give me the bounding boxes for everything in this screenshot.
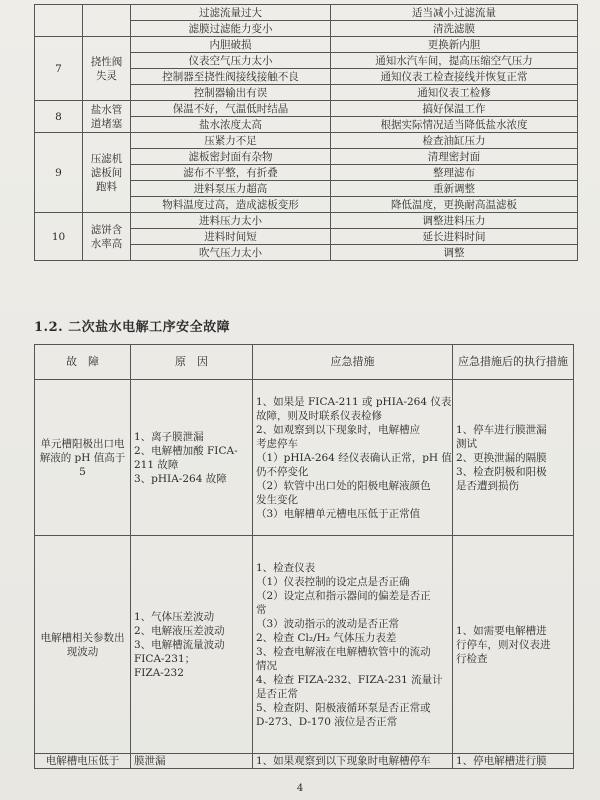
list-item: 5、检查阴、阳极液循环泵是否正常或	[256, 701, 431, 714]
fault-name: 压滤机滤板间跑料	[83, 133, 131, 213]
list-item: 1、如果是 FICA-211 或 pHIA-264 仪表	[256, 395, 452, 408]
list-item: （1）pHIA-264 经仪表确认正常，pH 值	[256, 451, 452, 464]
follow-up-measures	[453, 380, 574, 536]
list-item: 膜泄漏	[134, 755, 166, 767]
emergency-measures	[253, 754, 453, 769]
fault-number: 10	[35, 213, 83, 261]
list-item: 2、电解槽加酸 FICA-	[134, 444, 238, 457]
table-row	[35, 5, 578, 21]
fault-number: 8	[35, 101, 83, 133]
fault-cause: 吹气压力太小	[131, 245, 331, 261]
list-item: 2、电解液压差波动	[134, 624, 225, 637]
header-fault: 故 障	[35, 345, 131, 380]
fault-number	[35, 5, 83, 37]
fault-cause: 进料时间短	[131, 229, 331, 245]
fault-remedy: 通知水汽车间，提高压缩空气压力	[331, 53, 578, 69]
fault-remedy: 通知仪表工检查接线并恢复正常	[331, 69, 578, 85]
list-item: （3）波动指示的波动是否正常	[256, 617, 400, 630]
list-item: FICA-231；	[134, 652, 196, 665]
list-item: 211 故障	[134, 458, 179, 471]
page-number: 4	[296, 783, 304, 794]
list-item: 1、如果观察到以下现象时电解槽停车	[256, 755, 431, 767]
fault-remedy: 调整	[331, 245, 578, 261]
list-item: 2、检查 Cl₂/H₂ 气体压力表差	[256, 631, 397, 644]
table-row	[35, 380, 574, 536]
fault-cause: 内胆破损	[131, 37, 331, 53]
table-row	[35, 37, 578, 53]
list-item: 故障，则及时联系仪表检修	[256, 409, 382, 422]
fault-remedy: 搞好保温工作	[331, 101, 578, 117]
fault-name: 滤饼含水率高	[83, 213, 131, 261]
header-measures: 应急措施	[253, 345, 453, 380]
list-item: 3、检查阴极和阳极	[456, 465, 547, 478]
fault-cause: 过滤流量过大	[131, 5, 331, 21]
list-item: （1）仪表控制的设定点是否正确	[256, 575, 410, 588]
fault-cause: 压紧力不足	[131, 133, 331, 149]
list-item: （3）电解槽单元槽电压低于正常值	[256, 507, 421, 520]
fault-cause: 保温不好，气温低时结晶	[131, 101, 331, 117]
fault-remedy: 调整进料压力	[331, 213, 578, 229]
fault-remedy: 通知仪表工检修	[331, 85, 578, 101]
list-item: 常	[256, 603, 267, 616]
fault-cause: 滤膜过滤能力变小	[131, 21, 331, 37]
list-item: 考虑停车	[256, 437, 298, 450]
list-item: 3、电解槽流量波动	[134, 638, 225, 651]
fault-cause: 滤板密封面有杂物	[131, 149, 331, 165]
section-title: 1.2. 二次盐水电解工序安全故障	[34, 320, 231, 335]
fault-description: 单元槽阳极出口电解液的 pH 值高于 5	[35, 380, 131, 536]
list-item: 4、检查 FIZA-232、FIZA-231 流量计	[256, 673, 443, 686]
cause-list	[131, 380, 253, 536]
header-cause: 原 因	[131, 345, 253, 380]
fault-cause: 进料泵压力超高	[131, 181, 331, 197]
fault-description: 电解槽相关参数出现波动	[35, 536, 131, 754]
list-item: 1、停车进行膜泄漏	[456, 423, 547, 436]
list-item: 是否遭到损伤	[456, 479, 519, 492]
fault-remedy: 降低温度，更换耐高温滤板	[331, 197, 578, 213]
fault-remedy: 延长进料时间	[331, 229, 578, 245]
fault-description: 电解槽电压低于	[35, 754, 131, 769]
electrolysis-fault-table	[34, 344, 574, 769]
fault-remedy: 更换新内胆	[331, 37, 578, 53]
fault-number: 7	[35, 37, 83, 101]
list-item: 是否正常	[256, 687, 298, 700]
follow-up-measures	[453, 754, 574, 769]
fault-name	[83, 5, 131, 37]
table-row	[35, 213, 578, 229]
fault-remedy: 重新调整	[331, 181, 578, 197]
list-item: 行检查	[456, 652, 488, 665]
list-item: FIZA-232	[134, 666, 184, 679]
fault-name: 盐水管道堵塞	[83, 101, 131, 133]
cause-list	[131, 536, 253, 754]
emergency-measures	[253, 380, 453, 536]
fault-cause: 控制器至挠性阀接线接触不良	[131, 69, 331, 85]
list-item: 发生变化	[256, 493, 298, 506]
list-item: D-273、D-170 液位是否正常	[256, 715, 398, 728]
list-item: 2、更换泄漏的隔膜	[456, 451, 547, 464]
list-item: 情况	[256, 659, 277, 672]
fault-cause: 进料压力太小	[131, 213, 331, 229]
fault-remedy: 清洗滤膜	[331, 21, 578, 37]
list-item: （2）设定点和指示器间的偏差是否正	[256, 589, 431, 602]
fault-table-continued	[34, 4, 578, 261]
fault-remedy: 根据实际情况适当降低盐水浓度	[331, 117, 578, 133]
fault-remedy: 清理密封面	[331, 149, 578, 165]
list-item: 1、检查仪表	[256, 561, 316, 574]
fault-cause: 仪表空气压力太小	[131, 53, 331, 69]
list-item: 1、如需要电解槽进	[456, 624, 547, 637]
list-item: （2）软管中出口处的阳极电解液颜色	[256, 479, 431, 492]
list-item: 3、检查电解液在电解槽软管中的流动	[256, 645, 431, 658]
list-item: 1、离子膜泄漏	[134, 430, 204, 443]
list-item: 行停车，则对仪表进	[456, 638, 551, 651]
table-row	[35, 754, 574, 769]
fault-cause: 滤布不平整，有折叠	[131, 165, 331, 181]
fault-name: 挠性阀失灵	[83, 37, 131, 101]
fault-remedy: 检查油缸压力	[331, 133, 578, 149]
cause-list	[131, 754, 253, 769]
fault-remedy: 适当减小过滤流量	[331, 5, 578, 21]
list-item: 3、pHIA-264 故障	[134, 472, 227, 485]
list-item: 1、停电解槽进行膜	[456, 755, 547, 767]
list-item: 仍不停变化	[256, 465, 309, 478]
header-follow-up: 应急措施后的执行措施	[453, 345, 574, 380]
list-item: 测试	[456, 437, 477, 450]
fault-cause: 盐水浓度太高	[131, 117, 331, 133]
list-item: 2、如观察到以下现象时，电解槽应	[256, 423, 421, 436]
fault-cause: 控制器输出有误	[131, 85, 331, 101]
table-row	[35, 133, 578, 149]
table-row	[35, 101, 578, 117]
fault-cause: 物料温度过高，造成滤板变形	[131, 197, 331, 213]
follow-up-measures	[453, 536, 574, 754]
table-header-row	[35, 345, 574, 380]
table-row	[35, 536, 574, 754]
fault-remedy: 整理滤布	[331, 165, 578, 181]
list-item: 1、气体压差波动	[134, 610, 215, 623]
emergency-measures	[253, 536, 453, 754]
fault-number: 9	[35, 133, 83, 213]
